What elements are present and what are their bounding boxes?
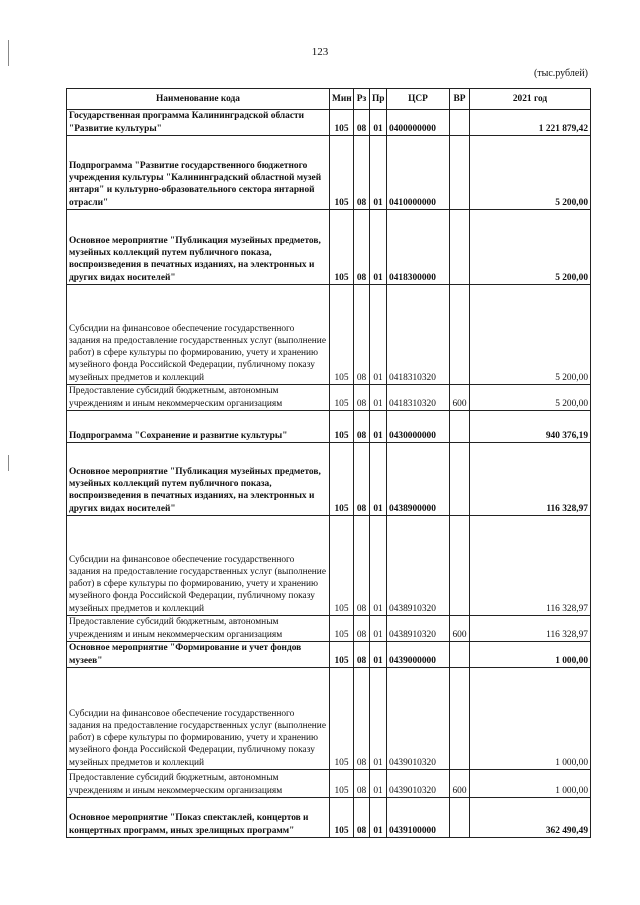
- cell-vr: [450, 516, 470, 616]
- cell-vr: [450, 642, 470, 668]
- cell-name: Подпрограмма "Развитие государственного бюджетного учреждения культуры "Калининградский областной музей янтаря" и культурно-образовательного сектора янтарной отрасли": [67, 136, 330, 210]
- cell-min: 105: [330, 770, 354, 798]
- cell-rz: 08: [354, 798, 370, 838]
- header-min: Мин: [330, 89, 354, 110]
- cell-pr: 01: [370, 210, 387, 285]
- budget-table: [66, 88, 591, 838]
- cell-sum: 1 221 879,42: [470, 110, 591, 136]
- cell-csr: 0439010320: [387, 770, 450, 798]
- cell-vr: [450, 136, 470, 210]
- cell-sum: 1 000,00: [470, 642, 591, 668]
- cell-min: 105: [330, 798, 354, 838]
- cell-sum: 5 200,00: [470, 285, 591, 385]
- page-number: 123: [311, 46, 329, 58]
- cell-rz: 08: [354, 516, 370, 616]
- cell-name: Основное мероприятие "Формирование и учет фондов музеев": [67, 642, 330, 668]
- cell-pr: 01: [370, 411, 387, 443]
- cell-vr: [450, 668, 470, 770]
- cell-csr: 0418300000: [387, 210, 450, 285]
- cell-name: Основное мероприятие "Показ спектаклей, концертов и концертных программ, иных зрелищных программ": [67, 798, 330, 838]
- cell-min: 105: [330, 642, 354, 668]
- cell-sum: 116 328,97: [470, 443, 591, 516]
- cell-vr: [450, 285, 470, 385]
- cell-vr: [450, 411, 470, 443]
- cell-sum: 116 328,97: [470, 516, 591, 616]
- cell-csr: 0439100000: [387, 798, 450, 838]
- cell-rz: 08: [354, 210, 370, 285]
- cell-name: Субсидии на финансовое обеспечение государственного задания на предоставление государственных услуг (выполнение работ) в сфере культуры по формированию, учету и хранению музейного фонда Российской Федерации, публичному показу музейных предметов и коллекций: [67, 285, 330, 385]
- cell-min: 105: [330, 210, 354, 285]
- cell-name: Основное мероприятие "Публикация музейных предметов, музейных коллекций путем публичного показа, воспроизведения в печатных изданиях, на электронных и других видах носителей": [67, 210, 330, 285]
- cell-name: Предоставление субсидий бюджетным, автономным учреждениям и иным некоммерческим организациям: [67, 385, 330, 411]
- cell-csr: 0438910320: [387, 516, 450, 616]
- cell-csr: 0418310320: [387, 285, 450, 385]
- cell-pr: 01: [370, 668, 387, 770]
- cell-vr: [450, 210, 470, 285]
- cell-rz: 08: [354, 385, 370, 411]
- cell-csr: 0439010320: [387, 668, 450, 770]
- table-row: [67, 642, 591, 668]
- cell-min: 105: [330, 443, 354, 516]
- cell-name: Субсидии на финансовое обеспечение государственного задания на предоставление государственных услуг (выполнение работ) в сфере культуры по формированию, учету и хранению музейного фонда Российской Федерации, публичному показу музейных предметов и коллекций: [67, 668, 330, 770]
- cell-pr: 01: [370, 516, 387, 616]
- cell-csr: 0418310320: [387, 385, 450, 411]
- table-row: [67, 285, 591, 385]
- table-row: [67, 443, 591, 516]
- cell-rz: 08: [354, 285, 370, 385]
- cell-name: Предоставление субсидий бюджетным, автономным учреждениям и иным некоммерческим организациям: [67, 770, 330, 798]
- cell-rz: 08: [354, 110, 370, 136]
- cell-pr: 01: [370, 285, 387, 385]
- cell-sum: 1 000,00: [470, 668, 591, 770]
- cell-vr: [450, 110, 470, 136]
- cell-vr: 600: [450, 385, 470, 411]
- cell-name: Предоставление субсидий бюджетным, автономным учреждениям и иным некоммерческим организациям: [67, 616, 330, 642]
- cell-pr: 01: [370, 616, 387, 642]
- header-pr: Пр: [370, 89, 387, 110]
- table-row: [67, 110, 591, 136]
- cell-name: Подпрограмма "Сохранение и развитие культуры": [67, 411, 330, 443]
- cell-sum: 5 200,00: [470, 210, 591, 285]
- cell-rz: 08: [354, 616, 370, 642]
- cell-sum: 5 200,00: [470, 385, 591, 411]
- cell-name: Субсидии на финансовое обеспечение государственного задания на предоставление государственных услуг (выполнение работ) в сфере культуры по формированию, учету и хранению музейного фонда Российской Федерации, публичному показу музейных предметов и коллекций: [67, 516, 330, 616]
- cell-name: Основное мероприятие "Публикация музейных предметов, музейных коллекций путем публичного показа, воспроизведения в печатных изданиях, на электронных и других видах носителей": [67, 443, 330, 516]
- cell-sum: 940 376,19: [470, 411, 591, 443]
- cell-min: 105: [330, 285, 354, 385]
- cell-min: 105: [330, 136, 354, 210]
- cell-min: 105: [330, 110, 354, 136]
- table-row: [67, 668, 591, 770]
- cell-sum: 362 490,49: [470, 798, 591, 838]
- cell-name: Государственная программа Калининградской области "Развитие культуры": [67, 110, 330, 136]
- cell-csr: 0438900000: [387, 443, 450, 516]
- table-row: [67, 616, 591, 642]
- cell-min: 105: [330, 516, 354, 616]
- cell-min: 105: [330, 411, 354, 443]
- cell-pr: 01: [370, 443, 387, 516]
- cell-pr: 01: [370, 136, 387, 210]
- cell-rz: 08: [354, 443, 370, 516]
- header-rz: Рз: [354, 89, 370, 110]
- table-header-row: [67, 89, 591, 110]
- cell-rz: 08: [354, 642, 370, 668]
- cell-vr: [450, 443, 470, 516]
- cell-sum: 5 200,00: [470, 136, 591, 210]
- cell-min: 105: [330, 385, 354, 411]
- cell-pr: 01: [370, 385, 387, 411]
- cell-csr: 0439000000: [387, 642, 450, 668]
- cell-vr: 600: [450, 616, 470, 642]
- cell-min: 105: [330, 668, 354, 770]
- table-row: [67, 210, 591, 285]
- unit-note: (тыс.рублей): [533, 68, 588, 79]
- cell-csr: 0438910320: [387, 616, 450, 642]
- cell-csr: 0430000000: [387, 411, 450, 443]
- cell-vr: 600: [450, 770, 470, 798]
- cell-pr: 01: [370, 642, 387, 668]
- cell-csr: 0410000000: [387, 136, 450, 210]
- header-csr: ЦСР: [387, 89, 450, 110]
- cell-sum: 116 328,97: [470, 616, 591, 642]
- cell-rz: 08: [354, 411, 370, 443]
- scan-edge-mark: [8, 455, 9, 471]
- cell-pr: 01: [370, 770, 387, 798]
- table-row: [67, 770, 591, 798]
- table-row: [67, 798, 591, 838]
- table-row: [67, 385, 591, 411]
- cell-min: 105: [330, 616, 354, 642]
- table-row: [67, 136, 591, 210]
- cell-pr: 01: [370, 798, 387, 838]
- cell-rz: 08: [354, 770, 370, 798]
- cell-rz: 08: [354, 136, 370, 210]
- header-vr: ВР: [450, 89, 470, 110]
- cell-rz: 08: [354, 668, 370, 770]
- cell-csr: 0400000000: [387, 110, 450, 136]
- cell-vr: [450, 798, 470, 838]
- header-name: Наименование кода: [67, 89, 330, 110]
- table-row: [67, 516, 591, 616]
- cell-sum: 1 000,00: [470, 770, 591, 798]
- header-sum: 2021 год: [470, 89, 591, 110]
- cell-pr: 01: [370, 110, 387, 136]
- table-row: [67, 411, 591, 443]
